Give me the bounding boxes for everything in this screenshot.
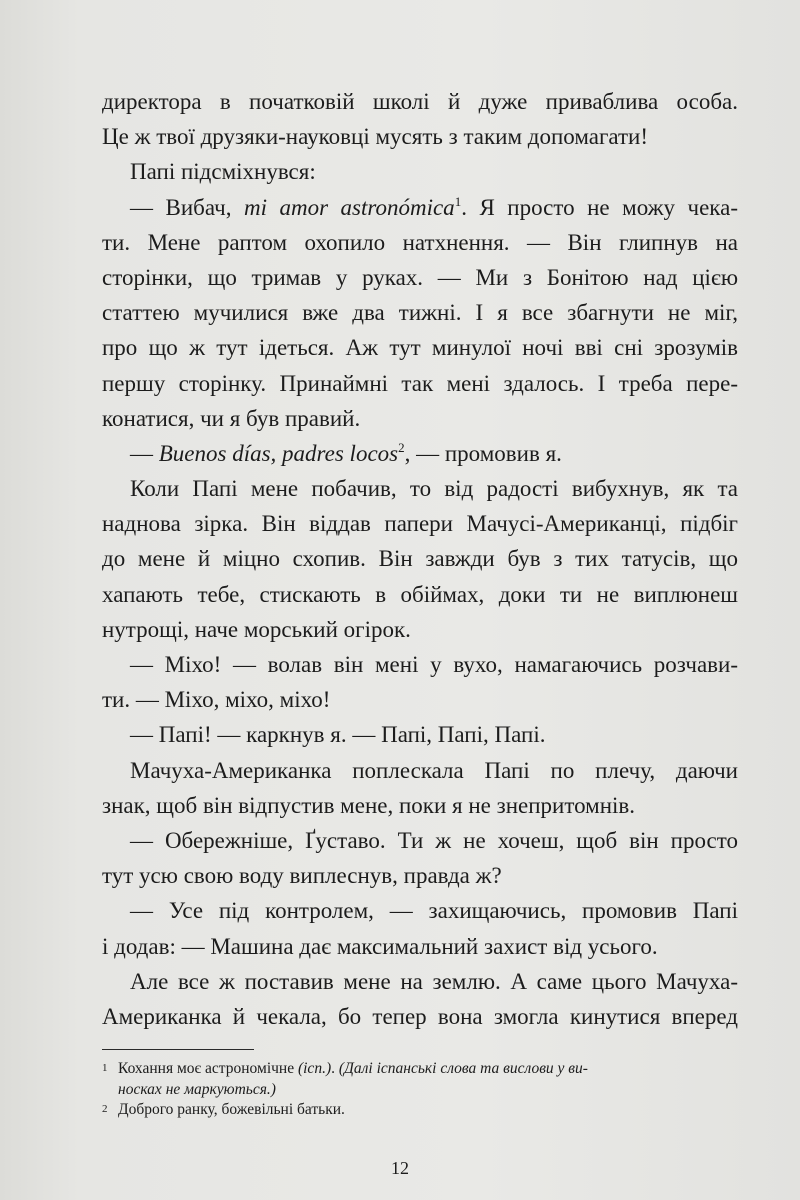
text-run: — Вибач, xyxy=(130,194,244,220)
text-line: директора в початковій школі й дуже приваблива особа. xyxy=(102,89,738,114)
text-line: сторінки, що тримав у руках. — Ми з Бонітою над цією xyxy=(102,264,738,290)
text-run: . xyxy=(331,1060,339,1077)
text-run: Доброго ранку, божевільні батьки. xyxy=(118,1101,345,1118)
footnotes xyxy=(102,1059,738,1121)
italic-phrase: (Далі іспанські слова та вислови у ви- xyxy=(338,1060,588,1077)
text-line: Американка й чекала, бо тепер вона змогла кинутися вперед xyxy=(102,1003,738,1029)
text-line: ти. — Міхо, міхо, міхо! xyxy=(102,687,331,713)
text-line: — Папі! — каркнув я. — Папі, Папі, Папі. xyxy=(130,722,546,748)
text-line: знак, щоб він відпустив мене, поки я не знепритомнів. xyxy=(102,792,635,818)
text-line xyxy=(102,436,738,471)
text-line xyxy=(102,190,738,225)
text-line: тут усю свою воду виплеснув, правда ж? xyxy=(102,863,502,889)
text-line: Це ж твої друзяки-науковці мусять з таким допомагати! xyxy=(102,124,649,150)
footnote-text xyxy=(118,1101,345,1118)
page-number: 12 xyxy=(391,1158,409,1178)
text-run: — xyxy=(130,440,159,466)
text-line: Коли Папі мене побачив, то від радості вибухнув, як та xyxy=(130,476,738,502)
footnote-mark: 1 xyxy=(102,1062,108,1074)
footnote-continuation: носках не маркуються.) xyxy=(118,1080,276,1098)
footnote xyxy=(102,1059,738,1100)
italic-phrase: (ісп.) xyxy=(297,1060,332,1077)
text-line: Але все ж поставив мене на землю. А саме цього Мачуха- xyxy=(130,968,738,994)
footnote-mark: 2 xyxy=(102,1103,108,1115)
text-line: — Обережніше, Ґуставо. Ти ж не хочеш, щоб він просто xyxy=(130,827,738,853)
footnote-text xyxy=(118,1060,588,1077)
text-line: наднова зірка. Він віддав папери Мачусі-Американці, підбіг xyxy=(102,511,738,537)
text-line: Папі підсміхнувся: xyxy=(130,159,316,185)
footnote xyxy=(102,1100,738,1121)
text-line: ти. Мене раптом охопило натхнення. — Він глипнув на xyxy=(102,229,738,255)
text-line: про що ж тут ідеться. Аж тут минулої ночі вві сні зрозумів xyxy=(102,335,738,361)
text-line: статтею мучилися вже два тижні. І я все збагнути не міг, xyxy=(102,300,738,326)
footnote-ref: 1 xyxy=(454,193,462,209)
italic-phrase: Buenos días, padres locos xyxy=(158,440,399,466)
italic-phrase: mi amor astronómica xyxy=(243,194,455,220)
text-line: і додав: — Машина дає максимальний захист від усього. xyxy=(102,933,658,959)
text-line: нутрощі, наче морський огірок. xyxy=(102,616,411,642)
text-line: — Усе під контролем, — захищаючись, промовив Папі xyxy=(130,898,738,924)
text-line: хапають тебе, стискають в обіймах, доки ти не виплюнеш xyxy=(102,581,738,607)
text-line: — Міхо! — волав він мені у вухо, намагаючись розчави- xyxy=(130,652,738,677)
text-line: Мачуха-Американка поплескала Папі по плечу, даючи xyxy=(130,757,738,783)
text-run: . Я просто не можу чека- xyxy=(461,194,738,220)
text-line: першу сторінку. Принаймні так мені здалось. І треба пере- xyxy=(102,370,738,396)
footnote-ref: 2 xyxy=(398,439,405,455)
text-line: конатися, чи я був правий. xyxy=(102,405,361,431)
text-run: , — промовив я. xyxy=(404,440,562,466)
footnote-separator xyxy=(102,1049,254,1050)
main-text xyxy=(102,84,738,1034)
text-run: Кохання моє астрономічне xyxy=(118,1060,298,1077)
text-line: до мене й міцно схопив. Він завжди був з тих татусів, що xyxy=(102,546,738,572)
